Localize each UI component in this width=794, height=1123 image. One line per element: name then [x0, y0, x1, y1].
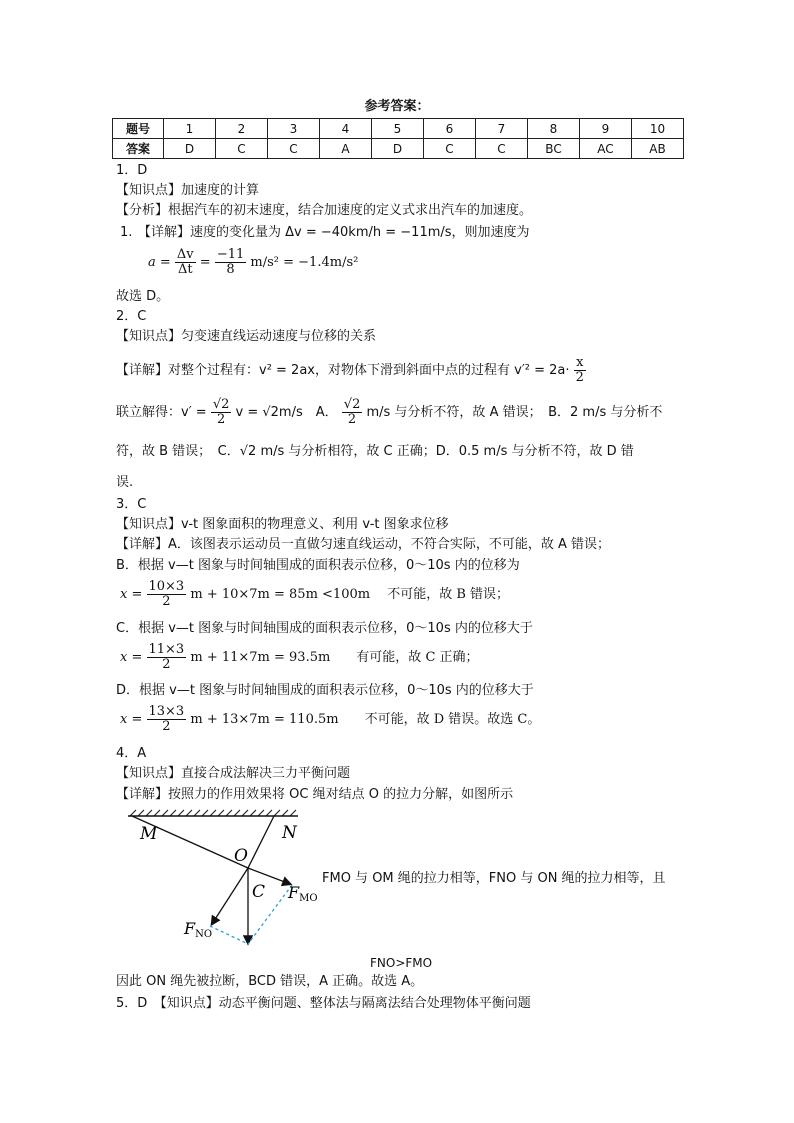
- fraction: [175, 248, 196, 277]
- table-cell: AB: [632, 139, 684, 159]
- fraction: [574, 356, 586, 385]
- page-title: 参考答案：: [364, 99, 430, 114]
- label-fmo: [287, 883, 318, 904]
- q1-analysis: 【分析】根据汽车的初末速度，结合加速度的定义式求出汽车的加速度。: [116, 203, 533, 218]
- table-cell: D: [164, 139, 216, 159]
- label-fno: [183, 919, 212, 940]
- table-header: 题号: [113, 119, 164, 139]
- rope-on: [248, 816, 274, 868]
- denominator: 2: [216, 412, 226, 427]
- table-cell: 2: [216, 119, 268, 139]
- table-cell: 6: [424, 119, 476, 139]
- q3-equation-d: [120, 705, 540, 734]
- label-c: C: [252, 882, 266, 902]
- table-cell: D: [372, 139, 424, 159]
- table-cell: 3: [268, 119, 320, 139]
- denominator: 2: [162, 657, 171, 672]
- denominator: 8: [226, 262, 235, 277]
- table-cell: 10: [632, 119, 684, 139]
- q4-inequality: FNO>FMO: [370, 956, 433, 970]
- q1-answer: 1．D: [116, 163, 148, 178]
- eq-text: m/s² = −1.4m/s²: [250, 255, 359, 270]
- numerator: 13×3: [148, 704, 185, 719]
- denominator: Δt: [177, 262, 193, 277]
- q3-knowledge: 【知识点】v-t 图象面积的物理意义、利用 v-t 图象求位移: [116, 517, 449, 532]
- label-n: N: [282, 823, 297, 843]
- table-row: [113, 119, 684, 139]
- eq-text: x =: [120, 650, 143, 665]
- q1-detail-number: 1.: [120, 225, 133, 240]
- denominator: 2: [162, 594, 171, 609]
- table-cell: AC: [580, 139, 632, 159]
- q2-answer: 2．C: [116, 309, 147, 324]
- eq-text: m + 11×7m = 93.5m 有可能，故 C 正确；: [190, 650, 479, 665]
- text: v = √2m/s A．: [235, 405, 338, 420]
- eq-text: a =: [148, 255, 171, 270]
- label-fmo-sub: MO: [299, 893, 318, 904]
- q2-detail-line2: [116, 398, 662, 427]
- fraction: [147, 705, 187, 734]
- numerator: Δv: [176, 247, 194, 262]
- q4-answer: 4．A: [116, 746, 147, 761]
- table-cell: 9: [580, 119, 632, 139]
- q3-detail-a: 【详解】A．该图表示运动员一直做匀速直线运动，不符合实际，不可能，故 A 错误；: [116, 537, 611, 552]
- numerator: −11: [216, 247, 245, 262]
- table-cell: A: [320, 139, 372, 159]
- table-cell: C: [216, 139, 268, 159]
- table-row: [113, 139, 684, 159]
- q1-knowledge: 【知识点】加速度的计算: [116, 183, 260, 198]
- denominator: 2: [575, 370, 584, 385]
- numerator: x: [574, 356, 586, 371]
- table-cell: 8: [528, 119, 580, 139]
- answer-table: [112, 118, 684, 159]
- table-cell: C: [268, 139, 320, 159]
- dashed-line: [210, 926, 248, 944]
- force-diagram: [118, 806, 328, 952]
- numerator: 10×3: [148, 579, 185, 594]
- fraction: [215, 248, 246, 277]
- q1-equation: [148, 248, 358, 277]
- q3-detail-c: C．根据 v—t 图象与时间轴围成的面积表示位移，0～10s 内的位移大于: [116, 621, 533, 636]
- q4-conclusion: 因此 ON 绳先被拉断，BCD 错误，A 正确。故选 A。: [116, 974, 424, 989]
- label-fmo-main: F: [288, 883, 300, 902]
- q3-detail-b: B．根据 v—t 图象与时间轴围成的面积表示位移，0～10s 内的位移为: [116, 558, 520, 573]
- table-cell: 4: [320, 119, 372, 139]
- q2-detail-line3: 符，故 B 错误； C．√2 m/s 与分析相符，故 C 正确；D．0.5 m/s 与分析不符，故 D 错: [116, 444, 634, 459]
- denominator: 2: [162, 719, 171, 734]
- q1-conclusion: 故选 D。: [116, 289, 170, 304]
- q3-equation-b: [120, 580, 509, 609]
- numerator: 11×3: [148, 642, 185, 657]
- eq-text: x =: [120, 712, 143, 727]
- fraction: [211, 398, 232, 427]
- eq-text: =: [199, 255, 211, 270]
- q3-answer: 3．C: [116, 497, 147, 512]
- denominator: 2: [347, 412, 357, 427]
- q5-line: 5．D 【知识点】动态平衡问题、整体法与隔离法结合处理物体平衡问题: [116, 996, 531, 1011]
- text: 【详解】对整个过程有：v² = 2ax，对物体下滑到斜面中点的过程有 v′² = 2a·: [116, 363, 570, 378]
- eq-text: m + 13×7m = 110.5m 不可能，故 D 错误。故选 C。: [190, 712, 541, 727]
- text: m/s 与分析不符，故 A 错误； B．2 m/s 与分析不: [366, 405, 663, 420]
- fraction: [342, 398, 363, 427]
- eq-text: m + 10×7m = 85m <100m 不可能，故 B 错误；: [190, 587, 510, 602]
- table-cell: 5: [372, 119, 424, 139]
- q3-detail-d: D．根据 v—t 图象与时间轴围成的面积表示位移，0～10s 内的位移大于: [116, 683, 534, 698]
- q1-detail: 【详解】速度的变化量为 Δv = −40km/h = −11m/s，则加速度为: [138, 225, 530, 240]
- numerator: √2: [212, 397, 230, 412]
- numerator: √2: [343, 397, 361, 412]
- label-fno-main: F: [184, 919, 196, 938]
- table-cell: 7: [476, 119, 528, 139]
- q2-detail-line1: [116, 356, 586, 385]
- q4-side-text: FMO 与 OM 绳的拉力相等，FNO 与 ON 绳的拉力相等，且: [322, 871, 666, 886]
- q3-equation-c: [120, 643, 479, 672]
- q2-knowledge: 【知识点】匀变速直线运动速度与位移的关系: [116, 329, 377, 344]
- force-no-arrow: [212, 868, 248, 924]
- q2-detail-line4: 误.: [116, 475, 134, 490]
- fraction: [147, 580, 187, 609]
- table-cell: C: [424, 139, 476, 159]
- label-fno-sub: NO: [195, 929, 213, 940]
- eq-text: x =: [120, 587, 143, 602]
- table-cell: 1: [164, 119, 216, 139]
- label-m: M: [140, 824, 158, 844]
- table-cell: BC: [528, 139, 580, 159]
- table-header: 答案: [113, 139, 164, 159]
- q4-detail: 【详解】按照力的作用效果将 OC 绳对结点 O 的拉力分解，如图所示: [116, 787, 514, 802]
- fraction: [147, 643, 187, 672]
- table-cell: C: [476, 139, 528, 159]
- ceiling-hatch: [130, 810, 296, 816]
- label-o: O: [234, 846, 248, 866]
- q4-knowledge: 【知识点】直接合成法解决三力平衡问题: [116, 766, 351, 781]
- text: 联立解得：v′ =: [116, 405, 207, 420]
